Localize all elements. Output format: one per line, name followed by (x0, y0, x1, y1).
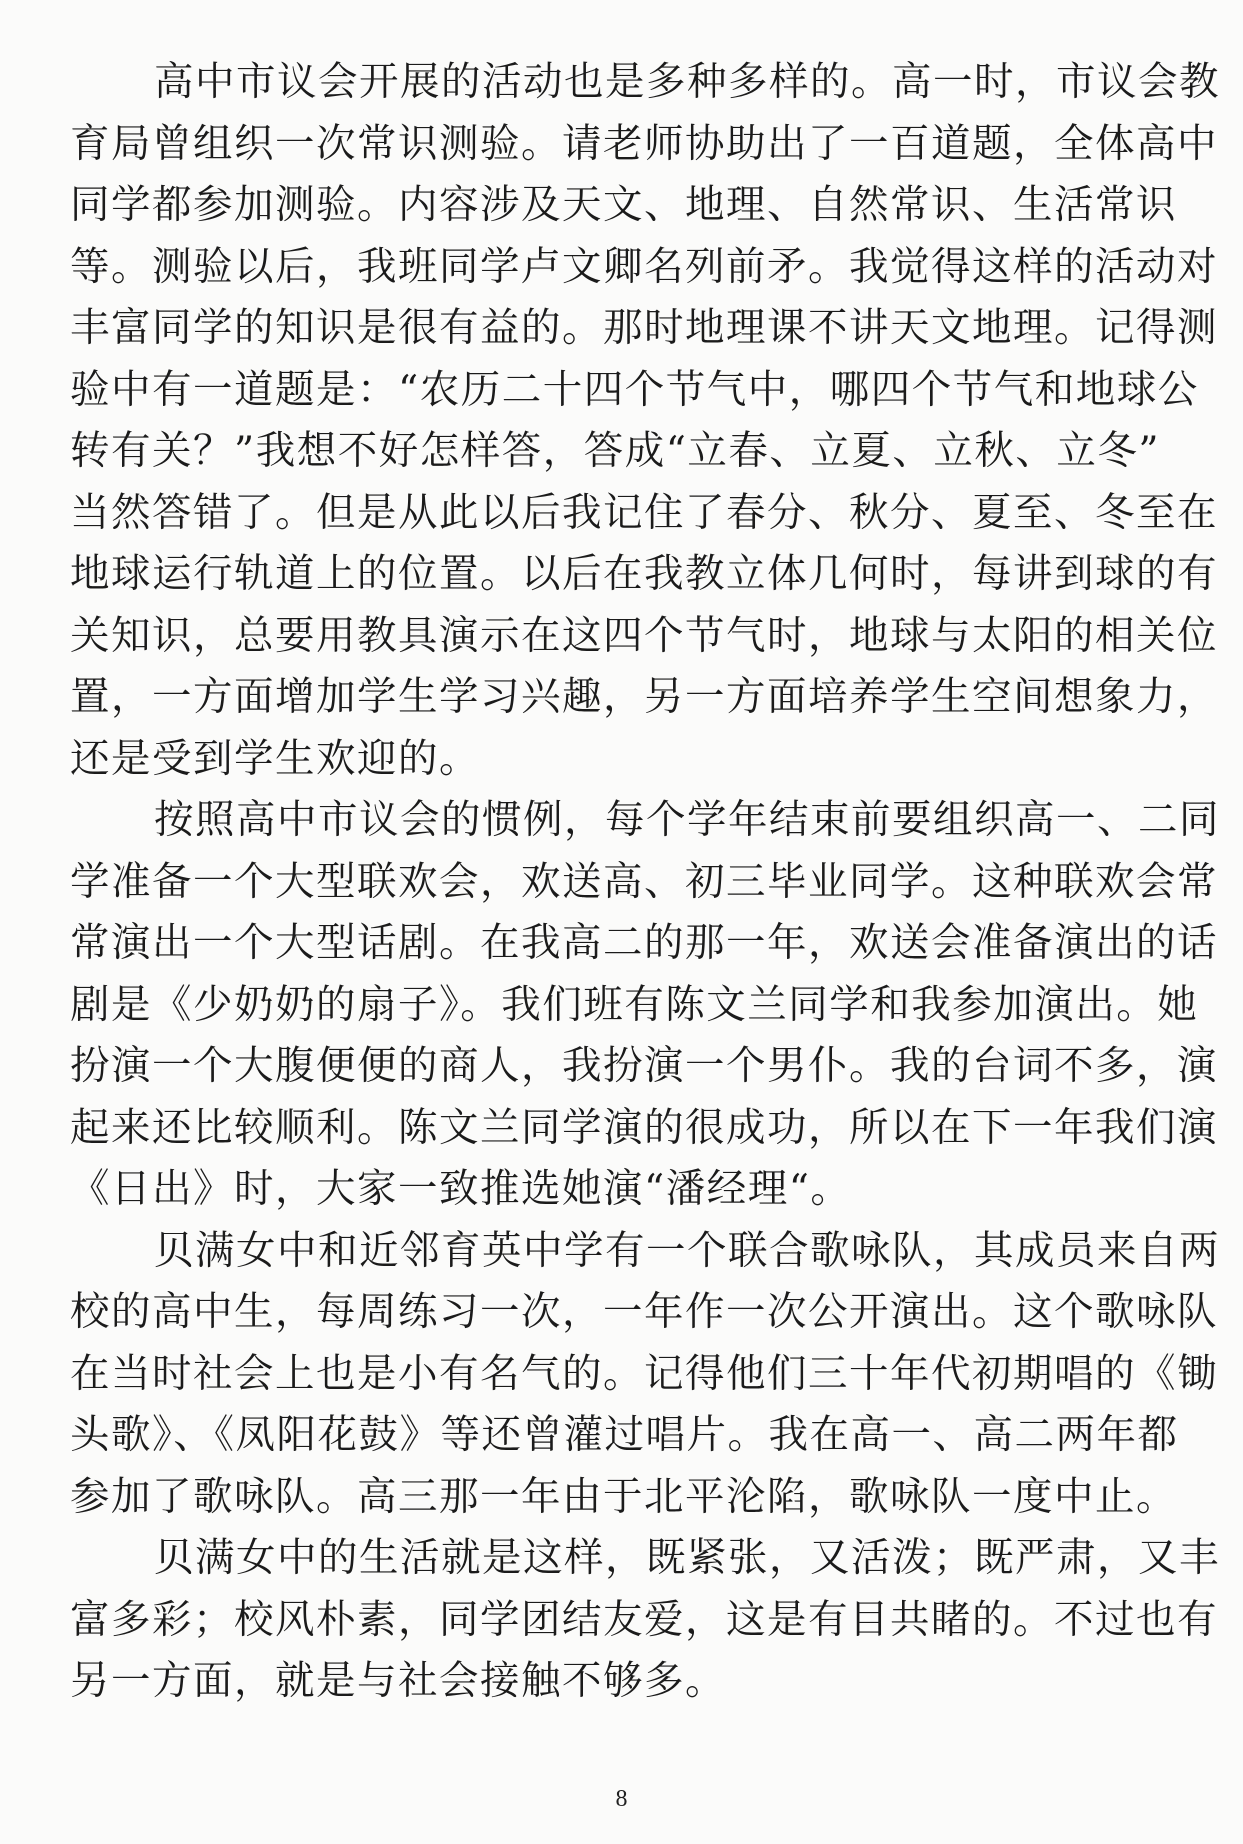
text-line: 校的高中生，每周练习一次，一年作一次公开演出。这个歌咏队 (70, 1289, 1218, 1335)
paragraph-activities (70, 52, 1220, 790)
paragraph-choir (70, 1221, 1220, 1529)
body-text (70, 52, 1220, 1713)
paragraph-school-life (70, 1528, 1220, 1713)
text-line: 等。测验以后，我班同学卢文卿名列前矛。我觉得这样的活动对 (70, 243, 1218, 290)
text-line: 转有关？”我想不好怎样答，答成“立春、立夏、立秋、立冬” (70, 428, 1161, 474)
text-line: 地球运行轨道上的位置。以后在我教立体几何时，每讲到球的有 (70, 551, 1218, 597)
text-line: 高中市议会开展的活动也是多种多样的。高一时，市议会教 (154, 59, 1220, 105)
text-line: 起来还比较顺利。陈文兰同学演的很成功，所以在下一年我们演 (70, 1104, 1218, 1151)
text-line: 剧是《少奶奶的扇子》。我们班有陈文兰同学和我参加演出。她 (70, 981, 1199, 1028)
text-line: 当然答错了。但是从此以后我记住了春分、秋分、夏至、冬至在 (70, 489, 1218, 536)
text-line: 验中有一道题是：“农历二十四个节气中，哪四个节气和地球公 (70, 366, 1199, 413)
text-line: 还是受到学生欢迎的。 (70, 735, 480, 782)
text-line: 贝满女中的生活就是这样，既紧张，又活泼；既严肃，又丰 (154, 1535, 1220, 1581)
text-line: 育局曾组织一次常识测验。请老师协助出了一百道题，全体高中 (70, 120, 1218, 167)
text-line: 扮演一个大腹便便的商人，我扮演一个男仆。我的台词不多，演 (70, 1043, 1218, 1089)
text-line: 学准备一个大型联欢会，欢送高、初三毕业同学。这种联欢会常 (70, 858, 1218, 905)
text-line: 常演出一个大型话剧。在我高二的那一年，欢送会准备演出的话 (70, 920, 1218, 966)
text-line: 同学都参加测验。内容涉及天文、地理、自然常识、生活常识 (70, 182, 1177, 228)
text-line: 另一方面，就是与社会接触不够多。 (70, 1658, 726, 1704)
text-line: 丰富同学的知识是很有益的。那时地理课不讲天文地理。记得测 (70, 305, 1218, 351)
text-line: 关知识，总要用教具演示在这四个节气时，地球与太阳的相关位 (70, 612, 1218, 659)
text-line: 头歌》、《凤阳花鼓》等还曾灌过唱片。我在高一、高二两年都 (70, 1412, 1179, 1458)
text-line: 按照高中市议会的惯例，每个学年结束前要组织高一、二同 (154, 797, 1220, 843)
text-line: 在当时社会上也是小有名气的。记得他们三十年代初期唱的《锄 (70, 1350, 1218, 1397)
page-number: 8 (615, 1786, 628, 1812)
text-line: 《日出》时，大家一致推选她演“潘经理“。 (70, 1166, 852, 1212)
text-line: 参加了歌咏队。高三那一年由于北平沦陷，歌咏队一度中止。 (70, 1473, 1177, 1520)
text-line: 贝满女中和近邻育英中学有一个联合歌咏队，其成员来自两 (154, 1227, 1220, 1274)
text-line: 置，一方面增加学生学习兴趣，另一方面培养学生空间想象力， (70, 674, 1218, 720)
text-line: 富多彩；校风朴素，同学团结友爱，这是有目共睹的。不过也有 (70, 1596, 1218, 1643)
paragraph-drama (70, 790, 1220, 1221)
